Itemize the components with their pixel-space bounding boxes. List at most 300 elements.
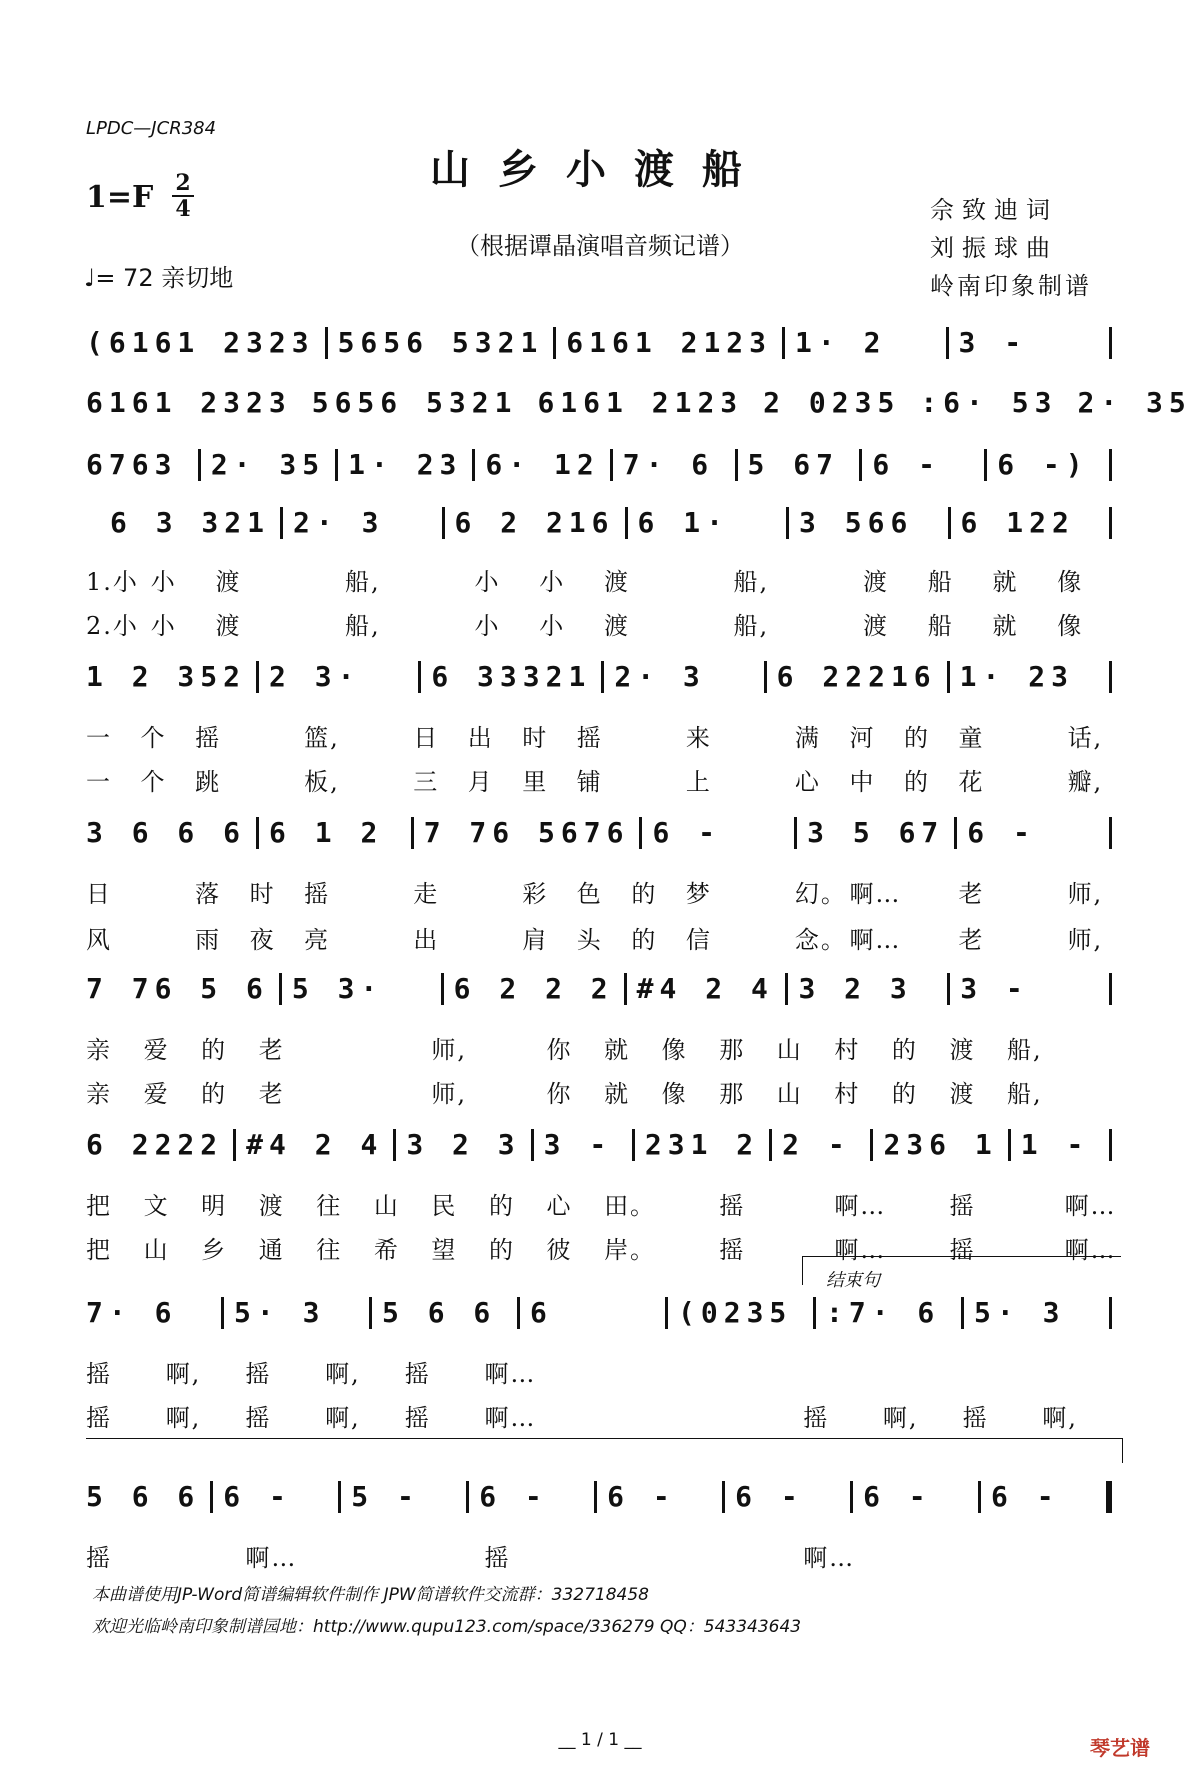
lyric-syllable: [904, 874, 959, 909]
measure: 2· 35: [1077, 386, 1192, 419]
lyric-syllable: [250, 718, 305, 753]
barline: [624, 973, 627, 1005]
measure: 5 -: [351, 1480, 420, 1513]
lyrics-row-4a: [86, 562, 1122, 597]
lyric-syllable: 色: [576, 880, 603, 908]
measure: 6 -: [223, 1480, 292, 1513]
measure: 2 3·: [269, 660, 361, 693]
lyric-syllable: 啊…: [1064, 1192, 1117, 1220]
lyric-syllable: [669, 606, 734, 641]
score-code: LPDC—JCR384: [86, 118, 217, 139]
lyric-syllable: 摇: [404, 1360, 431, 1388]
lyric-syllable: 民: [431, 1192, 458, 1220]
lyric-syllable: 的: [201, 1080, 228, 1108]
lyric-syllable: 幻。: [794, 880, 847, 908]
lyric-syllable: [631, 762, 686, 797]
measure: 6 -: [967, 816, 1036, 849]
measure: 6 -: [872, 448, 941, 481]
lyric-syllable: 彩: [522, 880, 549, 908]
barline: [984, 449, 987, 481]
song-title: 山乡小渡船: [430, 146, 770, 193]
lyrics-row-7b: [86, 1074, 1122, 1109]
lyric-syllable: 啊,: [882, 1404, 919, 1432]
lyric-syllable: 的: [903, 768, 930, 796]
lyric-syllable: 渡: [863, 568, 889, 596]
lyric-syllable: 船,: [1007, 1036, 1043, 1064]
measure: 7· 6: [86, 1296, 178, 1329]
lyric-syllable: [724, 1538, 804, 1573]
lyric-syllable: 啊,: [325, 1360, 361, 1388]
lyric-syllable: 摇: [404, 1404, 431, 1432]
lyric-syllable: 就: [604, 1036, 631, 1064]
barline: [954, 817, 957, 849]
measure: (0235: [678, 1296, 793, 1329]
lyric-syllable: 山: [143, 1236, 170, 1264]
music-row-6: [86, 816, 1122, 849]
measure: 5· 3: [234, 1296, 326, 1329]
lyric-syllable: 渡: [604, 568, 630, 596]
lyric-syllable: 摇: [484, 1544, 511, 1572]
lyric-syllable: 啊…: [803, 1544, 856, 1572]
composer-credit: 刘振球曲: [930, 234, 1058, 262]
lyric-syllable: 啊…: [834, 1192, 887, 1220]
measure: 5 67: [747, 448, 839, 481]
lyric-syllable: 摇: [949, 1236, 976, 1264]
measure: 6 -: [479, 1480, 548, 1513]
barline: [948, 507, 951, 539]
lyrics-row-9b: [86, 1398, 1122, 1433]
lyric-syllable: [325, 1538, 405, 1573]
lyric-syllable: 摇: [949, 1192, 976, 1220]
lyric-syllable: [468, 874, 523, 909]
lyric-syllable: 风: [86, 926, 112, 954]
lyric-syllable: [904, 920, 959, 955]
measure: 2· 3: [293, 506, 385, 539]
lyric-syllable: 时: [249, 880, 276, 908]
barline: [256, 817, 259, 849]
barline: [735, 449, 738, 481]
time-signature: [172, 172, 194, 220]
lyric-syllable: 里: [522, 768, 549, 796]
lyric-syllable: 2.小: [86, 612, 139, 640]
lyric-syllable: 摇: [719, 1236, 746, 1264]
lyric-syllable: 梦: [685, 880, 712, 908]
lyric-syllable: 小: [474, 612, 501, 640]
lyric-syllable: [724, 1354, 804, 1389]
lyric-syllable: 的: [201, 1036, 228, 1064]
lyric-syllable: 摇: [86, 1360, 112, 1388]
measure: 2 -: [782, 1128, 851, 1161]
barline: [946, 327, 949, 359]
lyric-syllable: 亲: [86, 1036, 112, 1064]
lyrics-row-7a: [86, 1030, 1122, 1065]
lyric-syllable: 像: [1057, 568, 1084, 596]
lyric-syllable: 铺: [576, 768, 603, 796]
lyric-syllable: 心: [794, 768, 821, 796]
measure: 6 -: [991, 1480, 1060, 1513]
lyric-syllable: 船,: [733, 612, 770, 640]
lyric-syllable: [410, 606, 475, 641]
lyric-syllable: 山: [776, 1080, 803, 1108]
lyric-syllable: [141, 920, 196, 955]
lyric-syllable: [374, 1074, 432, 1109]
lyric-syllable: 小: [150, 612, 177, 640]
lyric-syllable: 河: [849, 724, 876, 752]
measure: 6 3 321: [110, 506, 271, 539]
lyric-syllable: 摇: [719, 1192, 746, 1220]
music-row-4: [110, 506, 1122, 539]
lyric-syllable: 就: [992, 568, 1019, 596]
lyric-syllable: 就: [992, 612, 1019, 640]
measure: 6 2 2 2: [453, 972, 614, 1005]
lyric-syllable: 小: [150, 568, 177, 596]
lyric-syllable: 船,: [345, 568, 381, 596]
lyric-syllable: 望: [431, 1236, 458, 1264]
lyric-syllable: 船,: [345, 612, 381, 640]
measure: :7· 6: [826, 1296, 941, 1329]
lyric-syllable: [883, 1354, 963, 1389]
lyric-syllable: 啊…: [849, 926, 902, 954]
barline: [338, 1481, 341, 1513]
lyric-syllable: [662, 1186, 720, 1221]
lyric-syllable: [1042, 1354, 1122, 1389]
lyric-syllable: [1013, 874, 1068, 909]
lyric-syllable: 渡: [215, 612, 242, 640]
barline: [1109, 661, 1112, 693]
barline: [947, 973, 950, 1005]
measure: 3 5 67: [807, 816, 945, 849]
measure: 7 76 5 6: [86, 972, 269, 1005]
lyric-syllable: [489, 1074, 547, 1109]
lyric-syllable: [644, 1398, 724, 1433]
time-bottom: 4: [175, 196, 191, 222]
lyric-syllable: [798, 562, 863, 597]
barline: [1106, 1481, 1112, 1513]
measure: (6161 2323: [86, 326, 315, 359]
barline: [722, 1481, 725, 1513]
lyric-syllable: [1042, 1538, 1122, 1573]
lyric-syllable: 话,: [1067, 724, 1104, 752]
lyric-syllable: 啊…: [245, 1544, 298, 1572]
barline: [1008, 1129, 1011, 1161]
lyric-syllable: 篮,: [304, 724, 340, 752]
barline: [1109, 327, 1112, 359]
barline: [859, 449, 862, 481]
barline: [1109, 449, 1112, 481]
lyric-syllable: [166, 1538, 246, 1573]
lyric-syllable: 师,: [431, 1036, 468, 1064]
measure: 1 2 352: [86, 660, 247, 693]
lyric-syllable: 像: [661, 1080, 688, 1108]
lyric-syllable: [724, 1398, 804, 1433]
lyric-syllable: [359, 874, 414, 909]
lyric-syllable: 乡: [201, 1236, 228, 1264]
lyric-syllable: 小: [539, 568, 566, 596]
music-row-8: [86, 1128, 1122, 1161]
measure: 6 -): [997, 448, 1089, 481]
lyric-syllable: 船: [927, 568, 954, 596]
barline: [1109, 973, 1112, 1005]
lyric-syllable: 啊…: [484, 1360, 537, 1388]
lyric-syllable: 的: [903, 724, 930, 752]
lyric-syllable: 把: [86, 1236, 112, 1264]
lyrics-row-6b: [86, 920, 1122, 955]
lyrics-row-10: [86, 1538, 1122, 1573]
music-row-10: [86, 1480, 1122, 1513]
lyric-syllable: 亲: [86, 1080, 112, 1108]
lyric-syllable: 像: [1057, 612, 1084, 640]
barline: [442, 507, 445, 539]
footer-line-2: 欢迎光临岭南印象制谱园地：http://www.qupu123.com/space/336279 QQ：543343643: [92, 1617, 802, 1637]
lyric-syllable: 师,: [1067, 880, 1104, 908]
lyric-syllable: [1013, 718, 1068, 753]
lyric-syllable: [316, 1030, 374, 1065]
measure: 6161 2123: [537, 386, 744, 419]
lyric-syllable: 摇: [576, 724, 603, 752]
measure: 6 2 216: [454, 506, 615, 539]
lyric-syllable: 摇: [245, 1360, 272, 1388]
measure: 6763: [86, 448, 178, 481]
lyric-syllable: 的: [488, 1236, 515, 1264]
measure: 5 6 6: [86, 1480, 201, 1513]
barline: [221, 1297, 224, 1329]
lyric-syllable: [963, 1538, 1043, 1573]
measure: 6 -: [735, 1480, 804, 1513]
barline: [782, 327, 785, 359]
barline: [850, 1481, 853, 1513]
lyrics-row-5b: [86, 762, 1122, 797]
subtitle: （根据谭晶演唱音频记谱）: [456, 232, 744, 260]
tempo-marking: ♩= 72 亲切地: [84, 264, 234, 292]
lyric-syllable: 村: [834, 1080, 861, 1108]
lyric-syllable: 雨: [195, 926, 222, 954]
measure: 5656 5321: [337, 326, 544, 359]
lyric-syllable: 渡: [949, 1080, 976, 1108]
lyric-syllable: 就: [604, 1080, 631, 1108]
lyric-syllable: [280, 562, 345, 597]
barline: [665, 1297, 668, 1329]
barline: [794, 817, 797, 849]
ending-label: 结束句: [826, 1270, 880, 1291]
lyric-syllable: 走: [413, 880, 440, 908]
measure: 5656 5321: [311, 386, 518, 419]
lyric-syllable: 的: [631, 880, 658, 908]
barline: [1109, 507, 1112, 539]
lyrics-row-6a: [86, 874, 1122, 909]
lyric-syllable: 心: [546, 1192, 573, 1220]
lyric-syllable: 日: [413, 724, 440, 752]
measure: 231 2: [644, 1128, 760, 1161]
lyric-syllable: [359, 718, 414, 753]
lyric-syllable: [644, 1538, 724, 1573]
barline: [517, 1297, 520, 1329]
measure: 1· 2: [795, 326, 887, 359]
barline: [393, 1129, 396, 1161]
measure: 6161 2123: [566, 326, 773, 359]
lyric-syllable: 一: [86, 768, 112, 796]
barline: [601, 661, 604, 693]
lyric-syllable: [1065, 1074, 1123, 1109]
lyric-syllable: [359, 762, 414, 797]
measure: 6: [530, 1296, 553, 1329]
lyric-syllable: 啊,: [165, 1404, 202, 1432]
lyric-syllable: [740, 874, 795, 909]
time-top: 2: [175, 170, 191, 196]
lyric-syllable: 1.小: [86, 568, 139, 596]
measure: 6 22216: [776, 660, 937, 693]
lyric-syllable: 头: [576, 926, 603, 954]
lyric-syllable: 月: [467, 768, 494, 796]
barline: [256, 661, 259, 693]
lyric-syllable: [777, 1186, 835, 1221]
lyric-syllable: 像: [661, 1036, 688, 1064]
music-row-3: [86, 448, 1122, 481]
measure: 3 -: [958, 326, 1028, 359]
measure: :6· 53: [920, 386, 1058, 419]
barline: [472, 449, 475, 481]
lyric-syllable: 村: [834, 1036, 861, 1064]
lyric-syllable: 小: [474, 568, 501, 596]
lyric-syllable: 摇: [86, 1404, 112, 1432]
measure: 1 -: [1020, 1128, 1090, 1161]
lyric-syllable: [316, 1074, 374, 1109]
lyric-syllable: 那: [719, 1036, 746, 1064]
lyric-syllable: [564, 1398, 644, 1433]
measure: 6· 12: [485, 448, 600, 481]
barline: [769, 1129, 772, 1161]
barline: [369, 1297, 372, 1329]
lyric-syllable: 你: [546, 1080, 573, 1108]
lyric-syllable: 摇: [803, 1404, 830, 1432]
lyric-syllable: 明: [201, 1192, 228, 1220]
lyric-syllable: 山: [776, 1036, 803, 1064]
measure: 3 6 6 6: [86, 816, 247, 849]
lyric-syllable: [883, 1538, 963, 1573]
barline: [210, 1481, 213, 1513]
music-row-2: [86, 386, 1192, 419]
lyric-syllable: 肩: [522, 926, 549, 954]
lyric-syllable: 渡: [949, 1036, 976, 1064]
lyric-syllable: 渡: [604, 612, 630, 640]
barline: [786, 507, 789, 539]
barline: [198, 449, 201, 481]
lyric-syllable: 花: [958, 768, 985, 796]
measure: 3 566: [799, 506, 914, 539]
lyric-syllable: 往: [316, 1236, 343, 1264]
lyric-syllable: [798, 606, 863, 641]
barline: [553, 327, 556, 359]
lyric-syllable: 摇: [962, 1404, 989, 1432]
measure: 2 0235: [763, 386, 901, 419]
lyrics-row-8a: [86, 1186, 1122, 1221]
lyric-syllable: [1007, 1186, 1065, 1221]
measure: 6 -: [652, 816, 722, 849]
lyric-syllable: 时: [522, 724, 549, 752]
lyric-syllable: 老: [258, 1036, 285, 1064]
lyric-syllable: 啊…: [834, 1236, 887, 1264]
barline: [279, 973, 282, 1005]
lyric-syllable: [250, 762, 305, 797]
lyric-syllable: 爱: [143, 1036, 170, 1064]
measure: #4 2 4: [246, 1128, 384, 1161]
lyric-syllable: [740, 718, 795, 753]
lyric-syllable: 夜: [249, 926, 276, 954]
lyricist-credit: 佘致迪词: [930, 196, 1058, 224]
lyric-syllable: 的: [488, 1192, 515, 1220]
lyric-syllable: 亮: [304, 926, 331, 954]
barline: [280, 507, 283, 539]
lyric-syllable: [410, 562, 475, 597]
lyric-syllable: [1013, 920, 1068, 955]
lyric-syllable: 啊…: [484, 1404, 537, 1432]
lyric-syllable: [489, 1030, 547, 1065]
measure: 6 122: [960, 506, 1075, 539]
lyric-syllable: 落: [195, 880, 222, 908]
lyric-syllable: 摇: [245, 1404, 272, 1432]
lyric-syllable: [359, 920, 414, 955]
lyric-syllable: [740, 920, 795, 955]
lyric-syllable: 船: [927, 612, 954, 640]
measure: 6 1·: [637, 506, 729, 539]
barline: [441, 973, 444, 1005]
footer-line-1: 本曲谱使用JP-Word简谱编辑软件制作 JPW简谱软件交流群：332718458: [92, 1585, 649, 1605]
lyric-syllable: [1013, 762, 1068, 797]
barline: [531, 1129, 534, 1161]
measure: 2· 3: [614, 660, 706, 693]
measure: 2· 35: [210, 448, 326, 481]
lyric-syllable: 摇: [195, 724, 222, 752]
brand-logo: 琴艺谱: [1090, 1736, 1150, 1760]
lyric-syllable: [1065, 1030, 1123, 1065]
measure: 6 1 2: [269, 816, 384, 849]
lyric-syllable: 中: [849, 768, 876, 796]
arranger-credit: 岭南印象制谱: [930, 272, 1092, 300]
lyric-syllable: 老: [958, 880, 985, 908]
barline: [610, 449, 613, 481]
lyric-syllable: 往: [316, 1192, 343, 1220]
barline: [961, 1297, 964, 1329]
lyric-syllable: 你: [546, 1036, 573, 1064]
measure: 3 2 3: [406, 1128, 521, 1161]
lyric-syllable: 田。: [604, 1192, 657, 1220]
barline: [594, 1481, 597, 1513]
lyric-syllable: 师,: [431, 1080, 468, 1108]
lyric-syllable: [280, 606, 345, 641]
music-row-1: [86, 326, 1122, 359]
ending-line: [86, 1438, 1123, 1463]
lyric-syllable: 三: [413, 768, 440, 796]
lyric-syllable: [374, 1030, 432, 1065]
lyric-syllable: 彼: [546, 1236, 573, 1264]
lyric-syllable: 个: [140, 768, 167, 796]
measure: 1· 23: [959, 660, 1074, 693]
lyric-syllable: 船,: [1007, 1080, 1043, 1108]
lyric-syllable: 摇: [86, 1544, 112, 1572]
lyrics-row-4b: [86, 606, 1122, 641]
lyric-syllable: [468, 920, 523, 955]
measure: 5· 3: [974, 1296, 1066, 1329]
lyric-syllable: 的: [891, 1036, 918, 1064]
barline: [764, 661, 767, 693]
measure: 6 -: [607, 1480, 676, 1513]
measure: 5 6 6: [382, 1296, 497, 1329]
measure: 7· 6: [622, 448, 715, 481]
lyrics-row-9a: [86, 1354, 1122, 1389]
measure: 1· 23: [348, 448, 463, 481]
lyric-syllable: 板,: [304, 768, 340, 796]
lyric-syllable: [644, 1354, 724, 1389]
barline: [625, 507, 628, 539]
